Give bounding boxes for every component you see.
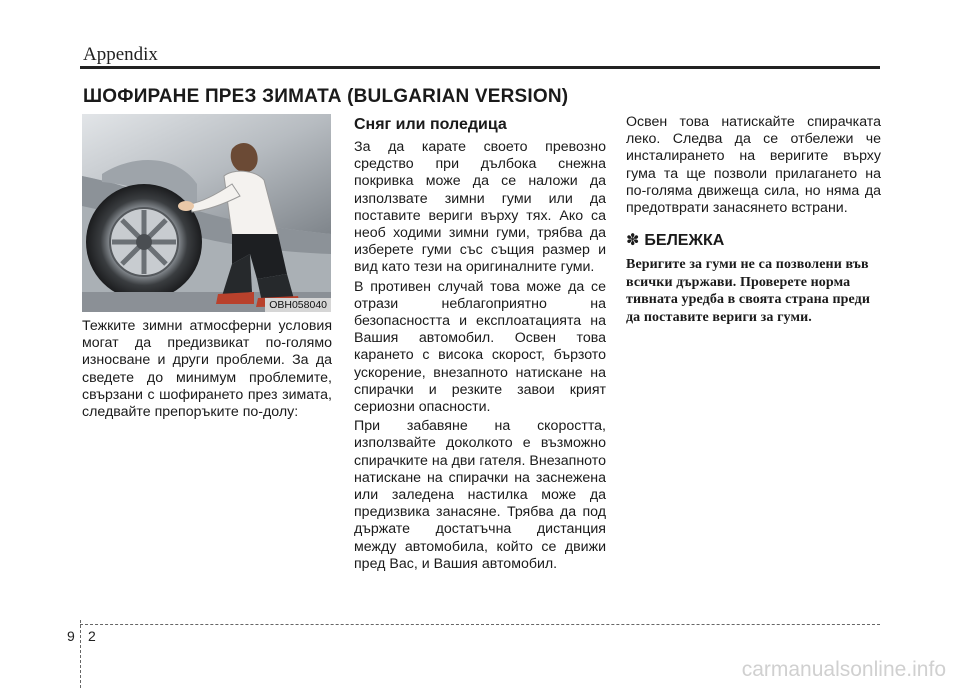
intro-paragraph: Тежките зимни атмосферни условия могат да предизвикат по-голямо износване и други проблеми. За да сведете до минимум проблемите, свързани с шофирането през зимата, следвайте препоръките по-долу:	[82, 318, 332, 421]
paragraph: В противен случай това може да се отрази неблагоприятно на безопасността и експлоатацията на Вашия автомобил. Освен това карането с висока скорост, бързото ускорение, внезапното натискане на спирачки и резките завои крият сериозни опасности.	[354, 278, 606, 416]
subsection-heading: Сняг или поледица	[354, 116, 507, 133]
section-header: Appendix	[83, 44, 158, 65]
column-middle	[354, 114, 606, 573]
paragraph: За да карате своето превозно средство при дълбока снежна покривка може да се наложи да използвате зимни гуми или да поставите вериги върху тях. Ако са необ ходими зимни гуми, трябва да изберете гуми със същия размер и вид като тези на оригиналните гуми.	[354, 139, 606, 276]
page-number: 2	[88, 628, 96, 644]
paragraph: При забавяне на скоростта, използвайте доколкото е възможно спирачките на дви гателя. Внезапното натискане на спирачки на заснежена или заледена настилка може да предизвика занасяне. Трябва да под държате достатъчна дистанция между автомобила, който се движи пред Вас, и Вашия автомобил.	[354, 418, 606, 572]
page-title: ШОФИРАНЕ ПРЕЗ ЗИМАТА (BULGARIAN VERSION)	[83, 86, 569, 107]
note-heading	[626, 230, 881, 251]
footer-divider	[80, 620, 81, 688]
watermark: carmanualsonline.info	[741, 658, 946, 681]
note-text: Веригите за гуми не са позволени във всички държави. Проверете норма тивната уредба в своята страна преди да поставите вериги за гуми.	[626, 257, 870, 325]
note-heading-label: БЕЛЕЖКА	[644, 232, 725, 250]
header-rule	[80, 66, 880, 69]
paragraph: Освен това натискайте спирачката леко. Следва да се отбележи че инсталирането на веригите върху гума та ще позволи прилагането на по-голяма движеща сила, но няма да предотврати занасянето встрани.	[626, 114, 881, 217]
footer-rule	[80, 624, 880, 625]
column-left	[82, 114, 332, 421]
note-star-icon: ✽	[626, 230, 640, 250]
figure-code: OBH058040	[265, 298, 331, 312]
car-woman-illustration	[82, 114, 331, 312]
chapter-number: 9	[67, 628, 75, 644]
column-right	[626, 114, 881, 327]
winter-tire-illustration	[82, 114, 331, 312]
